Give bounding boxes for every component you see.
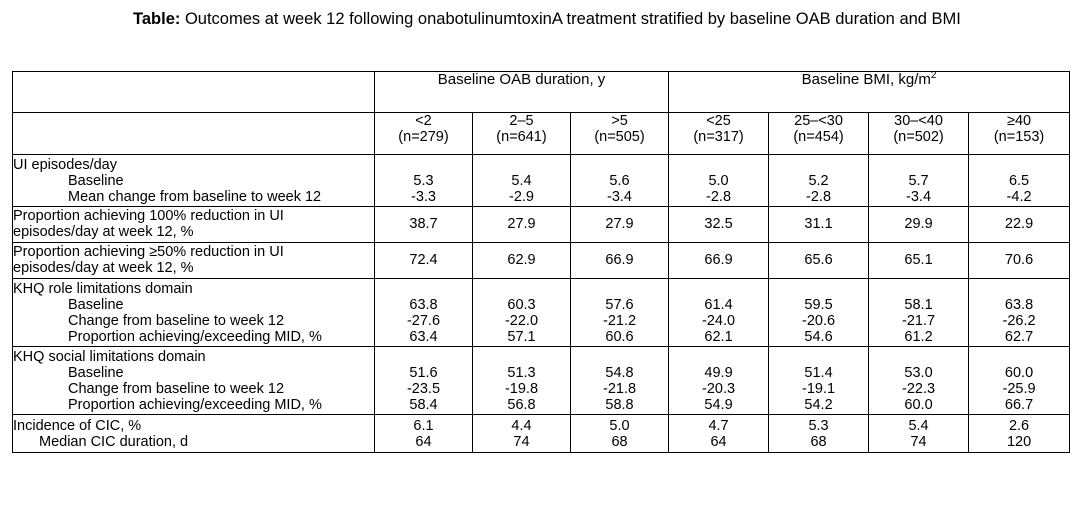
caption-text: Outcomes at week 12 following onabotulinumtoxinA treatment stratified by baseline OAB duration and BMI: [180, 10, 961, 28]
value-cell: [769, 279, 869, 347]
column-header: [571, 113, 669, 155]
value-cell: [571, 347, 669, 415]
value: -21.2: [602, 313, 637, 329]
column-label: >5: [611, 113, 628, 129]
oab-duration-group-header: Baseline OAB duration, y: [375, 72, 669, 113]
row-label-cell: [13, 279, 375, 347]
row-label: episodes/day at week 12, %: [13, 260, 194, 276]
row-label-cell: [13, 415, 375, 453]
value: 49.9: [704, 365, 733, 381]
khq-role-row: [13, 279, 1070, 347]
value: 66.7: [1004, 397, 1034, 413]
value-cell: 62.9: [473, 243, 571, 279]
value: -21.8: [602, 381, 637, 397]
value-cell: [769, 415, 869, 453]
value: 6.5: [1008, 173, 1030, 189]
bmi-header-superscript: 2: [930, 70, 937, 81]
row-sublabel: Baseline: [68, 297, 124, 313]
value: 68: [810, 434, 827, 450]
value: -20.3: [702, 381, 736, 397]
value-cell: [571, 279, 669, 347]
row-label: Incidence of CIC, %: [13, 418, 142, 434]
value: -20.6: [802, 313, 836, 329]
value-cell: 66.9: [669, 243, 769, 279]
value: 58.4: [409, 397, 438, 413]
value-cell: [473, 415, 571, 453]
value-cell: 66.9: [571, 243, 669, 279]
column-label: ≥40: [1007, 113, 1032, 129]
value: -19.1: [802, 381, 836, 397]
value: -2.8: [806, 189, 832, 205]
column-label: 25–<30: [794, 113, 843, 129]
value: 54.8: [605, 365, 634, 381]
table-caption: [133, 9, 993, 29]
value-cell: 22.9: [969, 207, 1070, 243]
row-sublabel: Proportion achieving/exceeding MID, %: [68, 329, 322, 345]
row-label: Proportion achieving 100% reduction in UI: [13, 208, 284, 224]
section-title: UI episodes/day: [13, 157, 117, 173]
value: -21.7: [902, 313, 936, 329]
value-cell: [473, 155, 571, 207]
value: -3.4: [906, 189, 932, 205]
value-cell: 32.5: [669, 207, 769, 243]
group-header-row: [13, 72, 1070, 113]
row-label-cell: [13, 155, 375, 207]
column-n: (n=279): [398, 129, 449, 145]
value: 5.0: [708, 173, 729, 189]
value: 74: [513, 434, 530, 450]
value: -26.2: [1002, 313, 1036, 329]
value: 5.6: [609, 173, 630, 189]
column-header: [769, 113, 869, 155]
value: -24.0: [702, 313, 736, 329]
bmi-header-text: Baseline BMI, kg/m: [801, 71, 931, 88]
column-label: <2: [415, 113, 432, 129]
value: 60.0: [904, 397, 933, 413]
value-cell: [969, 415, 1070, 453]
value: 63.8: [409, 297, 438, 313]
value: 4.7: [708, 418, 729, 434]
value: 64: [710, 434, 727, 450]
row-sublabel: Change from baseline to week 12: [68, 313, 285, 329]
column-label: 30–<40: [894, 113, 943, 129]
column-header: [473, 113, 571, 155]
value-cell: [869, 155, 969, 207]
value: 5.2: [808, 173, 829, 189]
section-title: KHQ social limitations domain: [13, 349, 206, 365]
value-cell: [669, 155, 769, 207]
value-cell: 65.6: [769, 243, 869, 279]
value: -19.8: [504, 381, 539, 397]
column-n: (n=502): [893, 129, 944, 145]
row-sublabel: Change from baseline to week 12: [68, 381, 285, 397]
row-sublabel: Proportion achieving/exceeding MID, %: [68, 397, 322, 413]
value: -2.9: [509, 189, 534, 205]
value: 54.9: [704, 397, 733, 413]
row-sublabel: Median CIC duration, d: [39, 434, 189, 450]
column-header: [375, 113, 473, 155]
row-label: Proportion achieving ≥50% reduction in UI: [13, 244, 284, 260]
value: 5.3: [413, 173, 434, 189]
caption-prefix: Table:: [133, 10, 181, 28]
value: -22.0: [504, 313, 539, 329]
column-header: [869, 113, 969, 155]
value-cell: 27.9: [571, 207, 669, 243]
value-cell: [669, 279, 769, 347]
value-cell: 29.9: [869, 207, 969, 243]
section-title: KHQ role limitations domain: [13, 281, 193, 297]
value: -22.3: [902, 381, 936, 397]
value: 56.8: [507, 397, 536, 413]
value-cell: [375, 279, 473, 347]
outcomes-table: [12, 71, 1070, 453]
value: 57.6: [605, 297, 634, 313]
value: 64: [415, 434, 432, 450]
column-n: (n=153): [993, 129, 1045, 145]
value-cell: [769, 155, 869, 207]
reduction-100-row: [13, 207, 1070, 243]
value: 51.3: [507, 365, 536, 381]
value: 53.0: [904, 365, 933, 381]
value: 59.5: [804, 297, 833, 313]
row-label-cell: [13, 207, 375, 243]
cic-row: [13, 415, 1070, 453]
value: 6.1: [413, 418, 434, 434]
value-cell: [669, 347, 769, 415]
column-label: <25: [706, 113, 731, 129]
value-cell: [473, 279, 571, 347]
empty-header-cell: [13, 72, 375, 113]
empty-subheader-cell: [13, 113, 375, 155]
value: 5.4: [511, 173, 532, 189]
row-label: episodes/day at week 12, %: [13, 224, 194, 240]
value-cell: [669, 415, 769, 453]
value-cell: [769, 347, 869, 415]
value-cell: [375, 415, 473, 453]
value: 68: [611, 434, 628, 450]
value-cell: [375, 155, 473, 207]
value: -2.8: [706, 189, 732, 205]
value-cell: [571, 155, 669, 207]
value: 74: [910, 434, 927, 450]
value: -3.3: [411, 189, 436, 205]
value: 2.6: [1008, 418, 1030, 434]
value: 5.7: [908, 173, 929, 189]
value: 5.3: [808, 418, 829, 434]
column-header: [969, 113, 1070, 155]
value: 60.6: [605, 329, 634, 345]
ui-episodes-row: [13, 155, 1070, 207]
column-n: (n=641): [496, 129, 547, 145]
column-n: (n=454): [793, 129, 844, 145]
value: 51.4: [804, 365, 833, 381]
value: 63.8: [1004, 297, 1034, 313]
value: -27.6: [406, 313, 441, 329]
row-label-cell: [13, 243, 375, 279]
value-cell: [969, 347, 1070, 415]
value: 57.1: [507, 329, 536, 345]
value: 4.4: [511, 418, 532, 434]
reduction-50-row: [13, 243, 1070, 279]
value-cell: 27.9: [473, 207, 571, 243]
value: 58.8: [605, 397, 634, 413]
value-cell: [869, 347, 969, 415]
value: 58.1: [904, 297, 933, 313]
row-sublabel: Baseline: [68, 365, 124, 381]
value: 51.6: [409, 365, 438, 381]
value-cell: [473, 347, 571, 415]
value: -4.2: [1006, 189, 1032, 205]
value-cell: [571, 415, 669, 453]
value-cell: 65.1: [869, 243, 969, 279]
value-cell: [869, 415, 969, 453]
value: 54.6: [804, 329, 833, 345]
value: 63.4: [409, 329, 438, 345]
value: 60.0: [1004, 365, 1034, 381]
value: -3.4: [607, 189, 633, 205]
value-cell: [969, 155, 1070, 207]
value: 62.1: [704, 329, 733, 345]
value-cell: 70.6: [969, 243, 1070, 279]
value: 60.3: [507, 297, 536, 313]
value: 5.0: [609, 418, 630, 434]
column-header: [669, 113, 769, 155]
value-cell: [869, 279, 969, 347]
value: 120: [1006, 434, 1032, 450]
value-cell: [375, 347, 473, 415]
value-cell: [969, 279, 1070, 347]
value-cell: 38.7: [375, 207, 473, 243]
column-n: (n=317): [693, 129, 744, 145]
row-sublabel: Baseline: [68, 173, 124, 189]
column-header-row: [13, 113, 1070, 155]
value-cell: 72.4: [375, 243, 473, 279]
value: -25.9: [1002, 381, 1036, 397]
value: 54.2: [804, 397, 833, 413]
khq-social-row: [13, 347, 1070, 415]
value: 62.7: [1004, 329, 1034, 345]
column-n: (n=505): [594, 129, 645, 145]
value: 61.2: [904, 329, 933, 345]
value-cell: 31.1: [769, 207, 869, 243]
row-label-cell: [13, 347, 375, 415]
column-label: 2–5: [509, 113, 534, 129]
value: 5.4: [908, 418, 929, 434]
value: -23.5: [406, 381, 441, 397]
bmi-group-header: [669, 72, 1070, 113]
row-sublabel: Mean change from baseline to week 12: [68, 189, 322, 205]
value: 61.4: [704, 297, 733, 313]
